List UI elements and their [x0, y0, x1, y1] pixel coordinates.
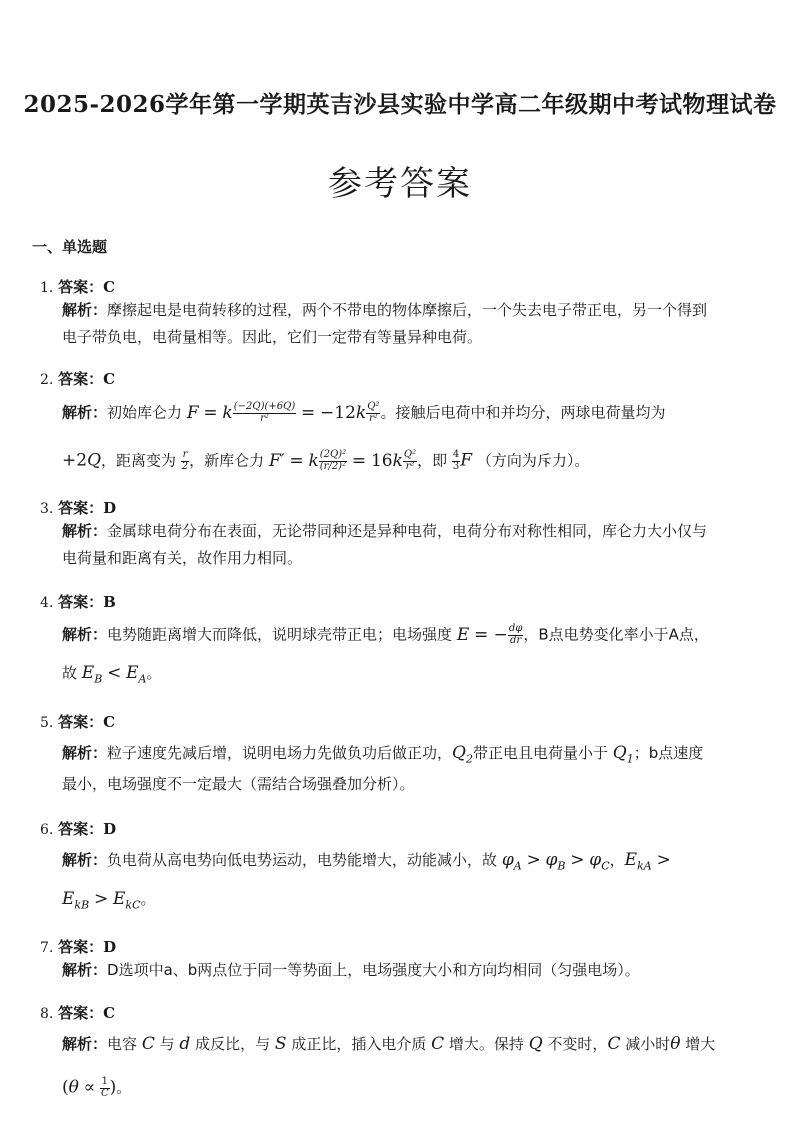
field-strength-formula: E = − $\frac{d\varphi}{dr}$ [456, 623, 523, 646]
question-5-answer: C [103, 713, 116, 731]
question-2-analysis-line-2: +2Q，距离变为 $\frac{r}{2}$ ，新库仑力 F′ = k $\frac{\text{(2Q)²}}{\text{(r/2)²}}$ = 16k $\frac{\text{Q²}}{\text{r²}}$ ，即 $\frac{4}{3}$ F （方向为斥力）。 [62, 449, 590, 472]
question-6-header: 6. 答案：D [40, 820, 117, 838]
question-7-analysis-line-1: 解析：D选项中a、b两点位于同一等势面上，电场强度大小和方向均相同（匀强电场）。 [62, 961, 640, 979]
question-8-header: 8. 答案：C [40, 1004, 116, 1022]
question-6-answer: D [103, 820, 117, 838]
question-1-analysis-line-1: 解析：摩擦起电是电荷转移的过程，两个不带电的物体摩擦后，一个失去电子带正电，另一个得到 [62, 301, 708, 319]
question-8-answer: C [103, 1004, 116, 1022]
section-title: 一、单选题 [32, 238, 108, 256]
question-3-analysis-line-1: 解析：金属球电荷分布在表面，无论带同种还是异种电荷，电荷分布对称性相同，库仑力大小仅与 [62, 522, 708, 540]
exam-title: 2025-2026学年第一学期英吉沙县实验中学高二年级期中考试物理试卷 [23, 91, 777, 118]
question-6-analysis-line-1: 解析：负电荷从高电势向低电势运动，电势能增大，动能减小，故 $\varphi_A > \varphi_B > \varphi_C$，$E_{kA}$ > [62, 850, 671, 873]
question-4-analysis-line-1: 解析：电势随距离增大而降低，说明球壳带正电；电场强度 E = − $\frac{d\varphi}{dr}$ ，B点电势变化率小于A点， [62, 623, 709, 646]
coulomb-force-initial-formula: F = k $\frac{(-2Q)(+6Q)}{\text{r²}}$ = −12k $\frac{\text{Q²}}{\text{r²}}$ [186, 401, 380, 424]
question-6-analysis-line-2: $E_{kB} > E_{kC}$。 [62, 889, 156, 912]
question-7-answer: D [103, 938, 117, 956]
question-4-answer: B [103, 593, 116, 611]
question-1-header: 1. 答案：C [40, 278, 116, 296]
question-3-analysis-line-2: 电荷量和距离有关，故作用力相同。 [62, 549, 303, 567]
question-4-analysis-line-2: 故 $E_B < E_A$。 [62, 663, 162, 686]
question-8-analysis-line-2: (θ ∝ $\frac{1}{C}$ )。 [62, 1076, 132, 1099]
question-8-analysis-line-1: 解析：电容 C 与 d 成反比，与 S 成正比，插入电介质 C 增大。保持 Q 不变时，C 减小时θ 增大 [62, 1034, 716, 1054]
question-2-answer: C [103, 370, 116, 388]
question-5-analysis-line-2: 最小，电场强度不一定最大（需结合场强叠加分析）。 [62, 775, 415, 793]
question-4-header: 4. 答案：B [40, 593, 116, 611]
question-1-answer: C [103, 278, 116, 296]
coulomb-force-new-formula: F′ = k $\frac{\text{(2Q)²}}{\text{(r/2)²}}$ = 16k $\frac{\text{Q²}}{\text{r²}}$ [268, 449, 417, 472]
question-5-header: 5. 答案：C [40, 713, 116, 731]
question-1-analysis-line-2: 电子带负电，电荷量相等。因此，它们一定带有等量异种电荷。 [62, 328, 483, 346]
question-7-header: 7. 答案：D [40, 938, 117, 956]
question-3-answer: D [103, 499, 117, 517]
question-2-analysis-line-1: 解析：初始库仑力 F = k $\frac{(-2Q)(+6Q)}{\text{r²}}$ = −12k $\frac{\text{Q²}}{\text{r²}}$ 。接触后电荷中和并均分，两球电荷量均为 [62, 401, 666, 424]
answer-key-title: 参考答案 [328, 164, 472, 204]
question-5-analysis-line-1: 解析：粒子速度先减后增，说明电场力先做负功后做正功，$Q_2$带正电且电荷量小于 $Q_1$；b点速度 [62, 743, 704, 766]
question-2-header: 2. 答案：C [40, 370, 116, 388]
question-3-header: 3. 答案：D [40, 499, 117, 517]
